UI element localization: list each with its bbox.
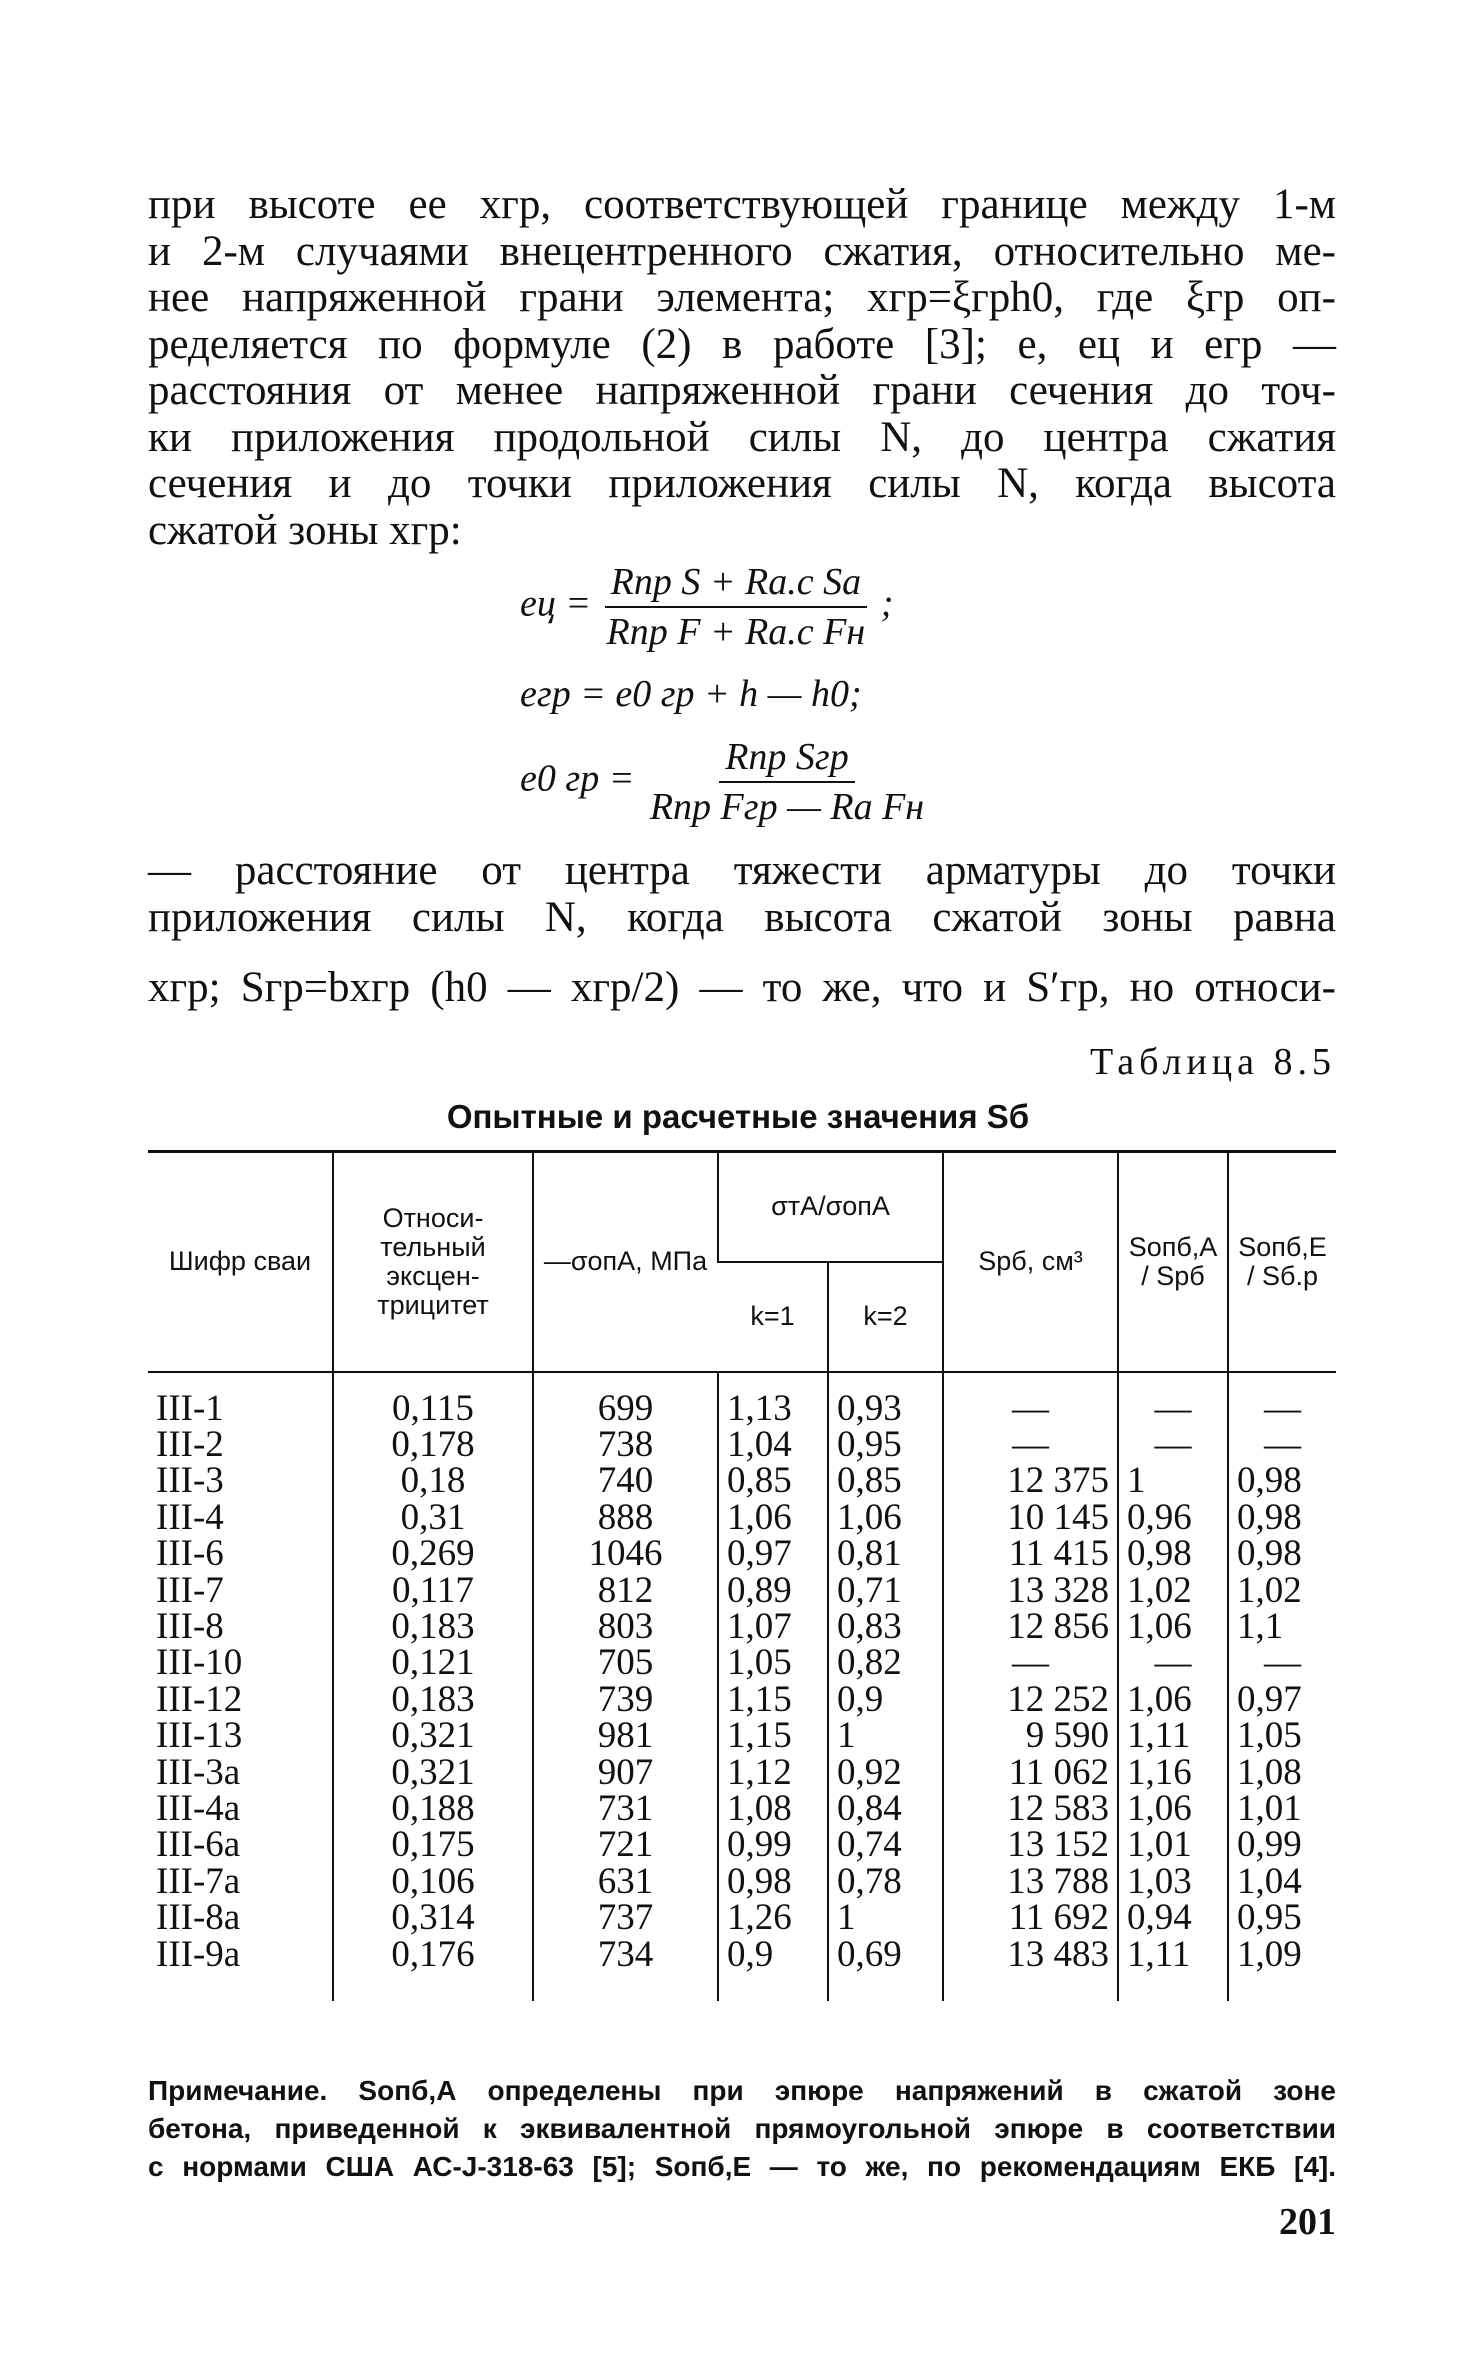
table-cell: 1,09 — [1228, 1937, 1336, 2001]
table-cell: 1,15 — [718, 1682, 828, 1718]
text-line: при высоте ее xгр, соответствующей границе между 1-м — [148, 181, 1336, 228]
table-cell: 0,83 — [828, 1609, 943, 1645]
text-line: ки приложения продольной силы N, до центра сжатия — [148, 413, 1336, 461]
table-cell: 12 252 — [943, 1682, 1118, 1718]
table-cell: 0,314 — [333, 1900, 533, 1936]
table-cell: 1 — [1118, 1463, 1228, 1499]
table-cell: — — [1228, 1372, 1336, 1427]
table-cell: 1046 — [533, 1536, 718, 1572]
table-cell: 0,84 — [828, 1791, 943, 1827]
table-cell: 0,74 — [828, 1827, 943, 1863]
table-cell: 0,9 — [718, 1937, 828, 2001]
header-eccentricity: Относи-тельный эксцен-трицитет — [333, 1152, 533, 1372]
table-cell: 0,18 — [333, 1463, 533, 1499]
table-row — [148, 1536, 1336, 1572]
table-cell: 0,85 — [718, 1463, 828, 1499]
formula-text: eгр = e0 гр + h — h0; — [520, 673, 862, 715]
table-row — [148, 1500, 1336, 1536]
table-cell: 1,05 — [1228, 1718, 1336, 1754]
table-cell: III-4 — [156, 1496, 224, 1538]
fraction — [644, 735, 930, 829]
table-cell: — — [1228, 1645, 1336, 1681]
table-cell: 0,269 — [333, 1536, 533, 1572]
table-cell: 0,115 — [333, 1372, 533, 1427]
table-cell: 740 — [533, 1463, 718, 1499]
table-cell: 0,98 — [1228, 1536, 1336, 1572]
table-cell: 0,9 — [828, 1682, 943, 1718]
table-cell: 721 — [533, 1827, 718, 1863]
table-cell: 803 — [533, 1609, 718, 1645]
table-cell: 1,16 — [1118, 1755, 1228, 1791]
table-cell: 738 — [533, 1427, 718, 1463]
table-cell: III-9а — [156, 1933, 241, 1975]
table-cell: 0,98 — [1228, 1463, 1336, 1499]
table-cell: 1,04 — [718, 1427, 828, 1463]
formula-e-c — [520, 560, 893, 654]
text-line: сжатой зоны xгр: — [148, 506, 462, 554]
table-cell: 907 — [533, 1755, 718, 1791]
table-cell: 0,175 — [333, 1827, 533, 1863]
text-line: сечения и до точки приложения силы N, когда высота — [148, 460, 1336, 507]
table-cell: 10 145 — [943, 1500, 1118, 1536]
table-cell: 0,85 — [828, 1463, 943, 1499]
table-cell: 0,92 — [828, 1755, 943, 1791]
table-cell: III-6 — [156, 1533, 224, 1575]
table-cell: 1,08 — [718, 1791, 828, 1827]
table-cell: 888 — [533, 1500, 718, 1536]
table-row — [148, 1609, 1336, 1645]
table-cell: 0,98 — [1228, 1500, 1336, 1536]
table-cell: 734 — [533, 1937, 718, 2001]
table-cell: 0,321 — [333, 1755, 533, 1791]
header-pile-code: Шифр сваи — [148, 1152, 333, 1372]
text-line: — расстояние от центра тяжести арматуры до точки — [148, 847, 1336, 894]
header-s-calc: Sрб, см³ — [943, 1152, 1118, 1372]
table-row — [148, 1372, 1336, 1427]
table-cell: 739 — [533, 1682, 718, 1718]
formula-lhs: eц = — [520, 582, 592, 625]
table-cell: 1 — [828, 1900, 943, 1936]
table-cell: — — [943, 1372, 1118, 1427]
table-cell: 0,98 — [1118, 1536, 1228, 1572]
table-cell: 0,89 — [718, 1573, 828, 1609]
table-cell: 1,06 — [1118, 1609, 1228, 1645]
table-cell: 13 328 — [943, 1573, 1118, 1609]
table-cell: 0,117 — [333, 1573, 533, 1609]
table-cell: — — [1118, 1372, 1228, 1427]
table-cell: III-7 — [156, 1569, 224, 1611]
table-cell: 0,94 — [1118, 1900, 1228, 1936]
table-cell: 0,99 — [718, 1827, 828, 1863]
table-row — [148, 1718, 1336, 1754]
table-cell: 0,188 — [333, 1791, 533, 1827]
table-cell: 0,69 — [828, 1937, 943, 2001]
table-cell: 13 152 — [943, 1827, 1118, 1863]
table-cell: 0,178 — [333, 1427, 533, 1463]
table-cell: III-12 — [156, 1678, 243, 1720]
table-cell: 981 — [533, 1718, 718, 1754]
table-cell: 0,78 — [828, 1864, 943, 1900]
table-cell: 0,183 — [333, 1682, 533, 1718]
table-cell: 0,81 — [828, 1536, 943, 1572]
table-cell: — — [943, 1645, 1118, 1681]
table-cell: III-1 — [156, 1387, 224, 1429]
table-cell: 0,321 — [333, 1718, 533, 1754]
table-cell: 11 692 — [943, 1900, 1118, 1936]
data-table — [148, 1150, 1336, 2001]
table-cell: 1,15 — [718, 1718, 828, 1754]
table-cell: 0,82 — [828, 1645, 943, 1681]
table-cell: 0,98 — [718, 1864, 828, 1900]
table-row — [148, 1463, 1336, 1499]
table-cell: III-13 — [156, 1715, 243, 1757]
table-cell: III-7а — [156, 1860, 241, 1902]
table-cell: 1,03 — [1118, 1864, 1228, 1900]
table-cell: 13 788 — [943, 1864, 1118, 1900]
table-cell: 1,11 — [1118, 1718, 1228, 1754]
table-cell: 1,13 — [718, 1372, 828, 1427]
table-cell: 631 — [533, 1864, 718, 1900]
table-cell: 0,95 — [1228, 1900, 1336, 1936]
table-row — [148, 1864, 1336, 1900]
table-cell: 1,06 — [1118, 1682, 1228, 1718]
table-cell: 1 — [828, 1718, 943, 1754]
page-number: 201 — [1279, 2201, 1336, 2243]
table-cell: 9 590 — [943, 1718, 1118, 1754]
table-cell: 1,1 — [1228, 1609, 1336, 1645]
table-row — [148, 1791, 1336, 1827]
table-cell: 812 — [533, 1573, 718, 1609]
table-cell: III-8 — [156, 1605, 224, 1647]
table-label: Таблица 8.5 — [1089, 1041, 1336, 1083]
numerator: Rпр Sгр — [719, 735, 855, 783]
table-cell: — — [1118, 1645, 1228, 1681]
formula-lhs: e0 гр = — [520, 757, 635, 800]
table-cell: 0,96 — [1118, 1500, 1228, 1536]
table-cell: 1,12 — [718, 1755, 828, 1791]
text-line: и 2-м случаями внецентренного сжатия, относительно ме- — [148, 227, 1336, 275]
table-cell: 1,04 — [1228, 1864, 1336, 1900]
table-cell: III-10 — [156, 1642, 243, 1684]
table-cell: 0,97 — [718, 1536, 828, 1572]
text-line: нее напряженной грани элемента; xгр=ξгрh0, где ξгр оп- — [148, 274, 1336, 321]
note-line: бетона, приведенной к эквивалентной прямоугольной эпюре в соответствии — [148, 2113, 1336, 2144]
table-cell: 1,01 — [1118, 1827, 1228, 1863]
table-cell: III-3а — [156, 1751, 241, 1793]
note-line: с нормами США АС-J-318-63 [5]; Sопб,Е — то же, по рекомендациям ЕКБ [4]. — [148, 2151, 1336, 2182]
table-cell: III-2 — [156, 1423, 224, 1465]
table-cell: 737 — [533, 1900, 718, 1936]
table-cell: 1,02 — [1228, 1573, 1336, 1609]
paragraph-1 — [148, 182, 1336, 554]
text-line: расстояния от менее напряженной грани сечения до точ- — [148, 367, 1336, 414]
header-sigma: —σопА, МПа — [533, 1152, 718, 1372]
numerator: Rпр S + Rа.с Sа — [605, 560, 867, 608]
table-cell: 1,06 — [1118, 1791, 1228, 1827]
table-cell: — — [1118, 1427, 1228, 1463]
table-cell: 13 483 — [943, 1937, 1118, 2001]
table-cell: 1,07 — [718, 1609, 828, 1645]
fraction — [601, 560, 872, 654]
table-row — [148, 1900, 1336, 1936]
table-row — [148, 1682, 1336, 1718]
formula-e0-gr — [520, 735, 930, 829]
table-cell: 0,121 — [333, 1645, 533, 1681]
formula-e-gr — [520, 672, 862, 716]
table-cell: 0,93 — [828, 1372, 943, 1427]
table-title: Опытные и расчетные значения Sб — [446, 1098, 1030, 1135]
table-cell: 0,31 — [333, 1500, 533, 1536]
table-cell: 1,06 — [718, 1500, 828, 1536]
table-cell: 12 583 — [943, 1791, 1118, 1827]
table-cell: III-3 — [156, 1460, 224, 1502]
table-cell: 1,01 — [1228, 1791, 1336, 1827]
table-cell: 11 415 — [943, 1536, 1118, 1572]
text-line: xгр; Sгр=bxгр (h0 — xгр/2) — то же, что и S′гр, но относи- — [148, 964, 1336, 1011]
header-k1: k=1 — [750, 1301, 795, 1331]
table-row — [148, 1755, 1336, 1791]
table-cell: III-8а — [156, 1897, 241, 1939]
table-cell: 699 — [533, 1372, 718, 1427]
table-row — [148, 1645, 1336, 1681]
table-cell: 0,97 — [1228, 1682, 1336, 1718]
table-cell: 0,106 — [333, 1864, 533, 1900]
table-row — [148, 1937, 1336, 2001]
table-cell: 1,02 — [1118, 1573, 1228, 1609]
text-line: приложения силы N, когда высота сжатой зоны равна — [148, 893, 1336, 941]
table-cell: — — [943, 1427, 1118, 1463]
table-cell: 1,06 — [828, 1500, 943, 1536]
table-cell: 0,176 — [333, 1937, 533, 2001]
table-cell: III-4а — [156, 1787, 241, 1829]
table-cell: 0,71 — [828, 1573, 943, 1609]
table-row — [148, 1573, 1336, 1609]
header-ratio-a: Sопб,А / Sрб — [1118, 1152, 1228, 1372]
header-k2: k=2 — [828, 1262, 943, 1372]
header-ratio-e: Sопб,Е / Sб.р — [1228, 1152, 1336, 1372]
header-sigma-ratio: σтА/σопА — [718, 1152, 943, 1262]
table-cell: 0,183 — [333, 1609, 533, 1645]
table-body — [148, 1372, 1336, 2002]
table-cell: 1,11 — [1118, 1937, 1228, 2001]
table-cell: 12 375 — [943, 1463, 1118, 1499]
table-note — [148, 2072, 1336, 2186]
table-cell: 1,08 — [1228, 1755, 1336, 1791]
table-cell: 11 062 — [943, 1755, 1118, 1791]
table-cell: 1,05 — [718, 1645, 828, 1681]
table-cell: 731 — [533, 1791, 718, 1827]
note-line: Примечание. Sопб,А определены при эпюре напряжений в сжатой зоне — [148, 2075, 1336, 2106]
table-cell: 0,95 — [828, 1427, 943, 1463]
table-cell: 12 856 — [943, 1609, 1118, 1645]
paragraph-2 — [148, 848, 1336, 1012]
table-cell: 1,26 — [718, 1900, 828, 1936]
table-cell: 705 — [533, 1645, 718, 1681]
denominator: Rпр F + Rа.с Fн — [606, 611, 866, 653]
table-cell: — — [1228, 1427, 1336, 1463]
table-cell: III-6а — [156, 1824, 241, 1866]
denominator: Rпр Fгр — Rа Fн — [649, 786, 925, 828]
table-cell: 0,99 — [1228, 1827, 1336, 1863]
table-row — [148, 1427, 1336, 1463]
text-line: ределяется по формуле (2) в работе [3]; e, eц и eгр — — [148, 320, 1336, 368]
formula-tail: ; — [880, 582, 894, 625]
table-row — [148, 1827, 1336, 1863]
